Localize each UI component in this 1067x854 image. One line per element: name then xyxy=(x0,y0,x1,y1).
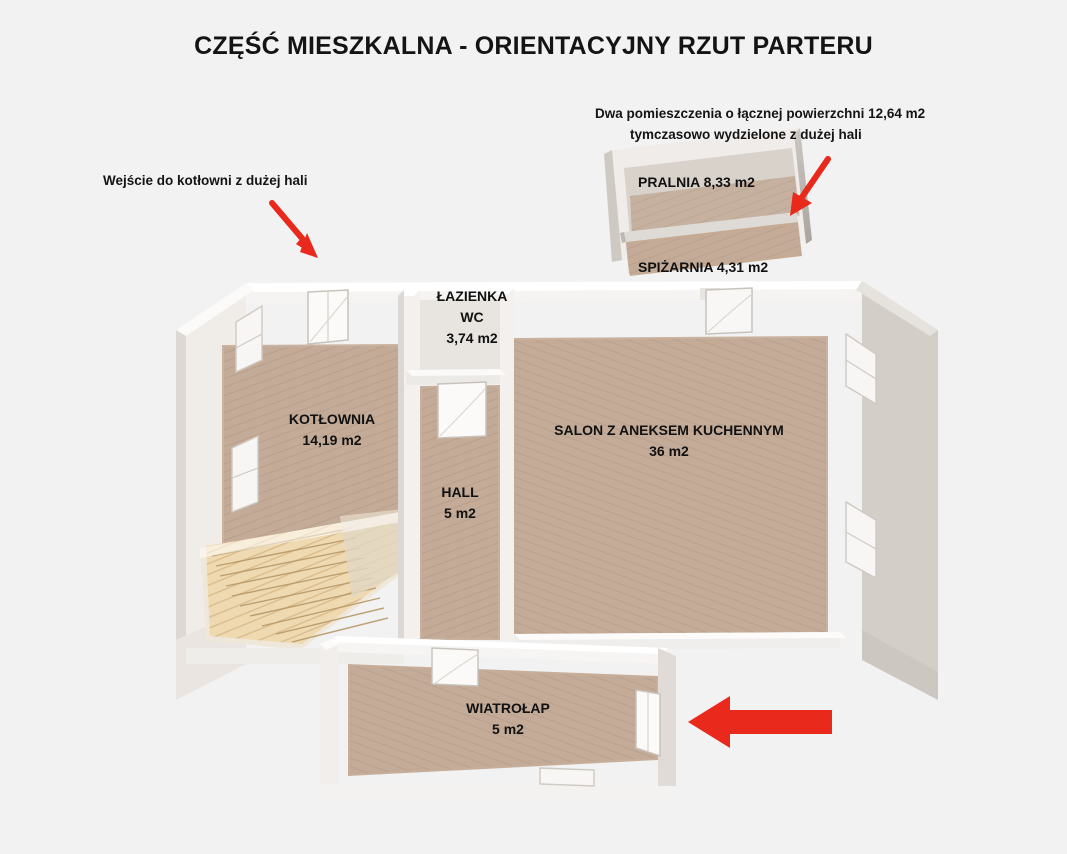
room-label-salon: SALON Z ANEKSEM KUCHENNYM 36 m2 xyxy=(554,422,784,459)
room-block-pralnia-spizarnia xyxy=(604,128,812,276)
room-label-wiatrolap: WIATROŁAP 5 m2 xyxy=(466,700,550,737)
room-label-spizarnia: SPIŻARNIA 4,31 m2 xyxy=(638,259,769,275)
annotation-temporary-rooms-line1: Dwa pomieszczenia o łącznej powierzchni 12,64 m2 xyxy=(595,106,926,121)
room-label-hall: HALL 5 m2 xyxy=(441,484,479,521)
annotation-temporary-rooms-line2: tymczasowo wydzielone z dużej hali xyxy=(630,126,862,142)
annotation-kotlownia-entry: Wejście do kotłowni z dużej hali xyxy=(103,173,308,188)
room-label-lazienka-wc: ŁAZIENKA WC 3,74 m2 xyxy=(436,288,508,346)
room-label-pralnia: PRALNIA 8,33 m2 xyxy=(638,174,755,190)
annotation-temporary-rooms xyxy=(595,104,925,146)
arrow-wejscie xyxy=(688,696,832,748)
room-label-kotlownia: KOTŁOWNIA 14,19 m2 xyxy=(288,411,376,448)
page-title: CZĘŚĆ MIESZKALNA - ORIENTACYJNY RZUT PARTERU xyxy=(194,32,873,60)
arrow-kotlownia xyxy=(272,203,318,258)
